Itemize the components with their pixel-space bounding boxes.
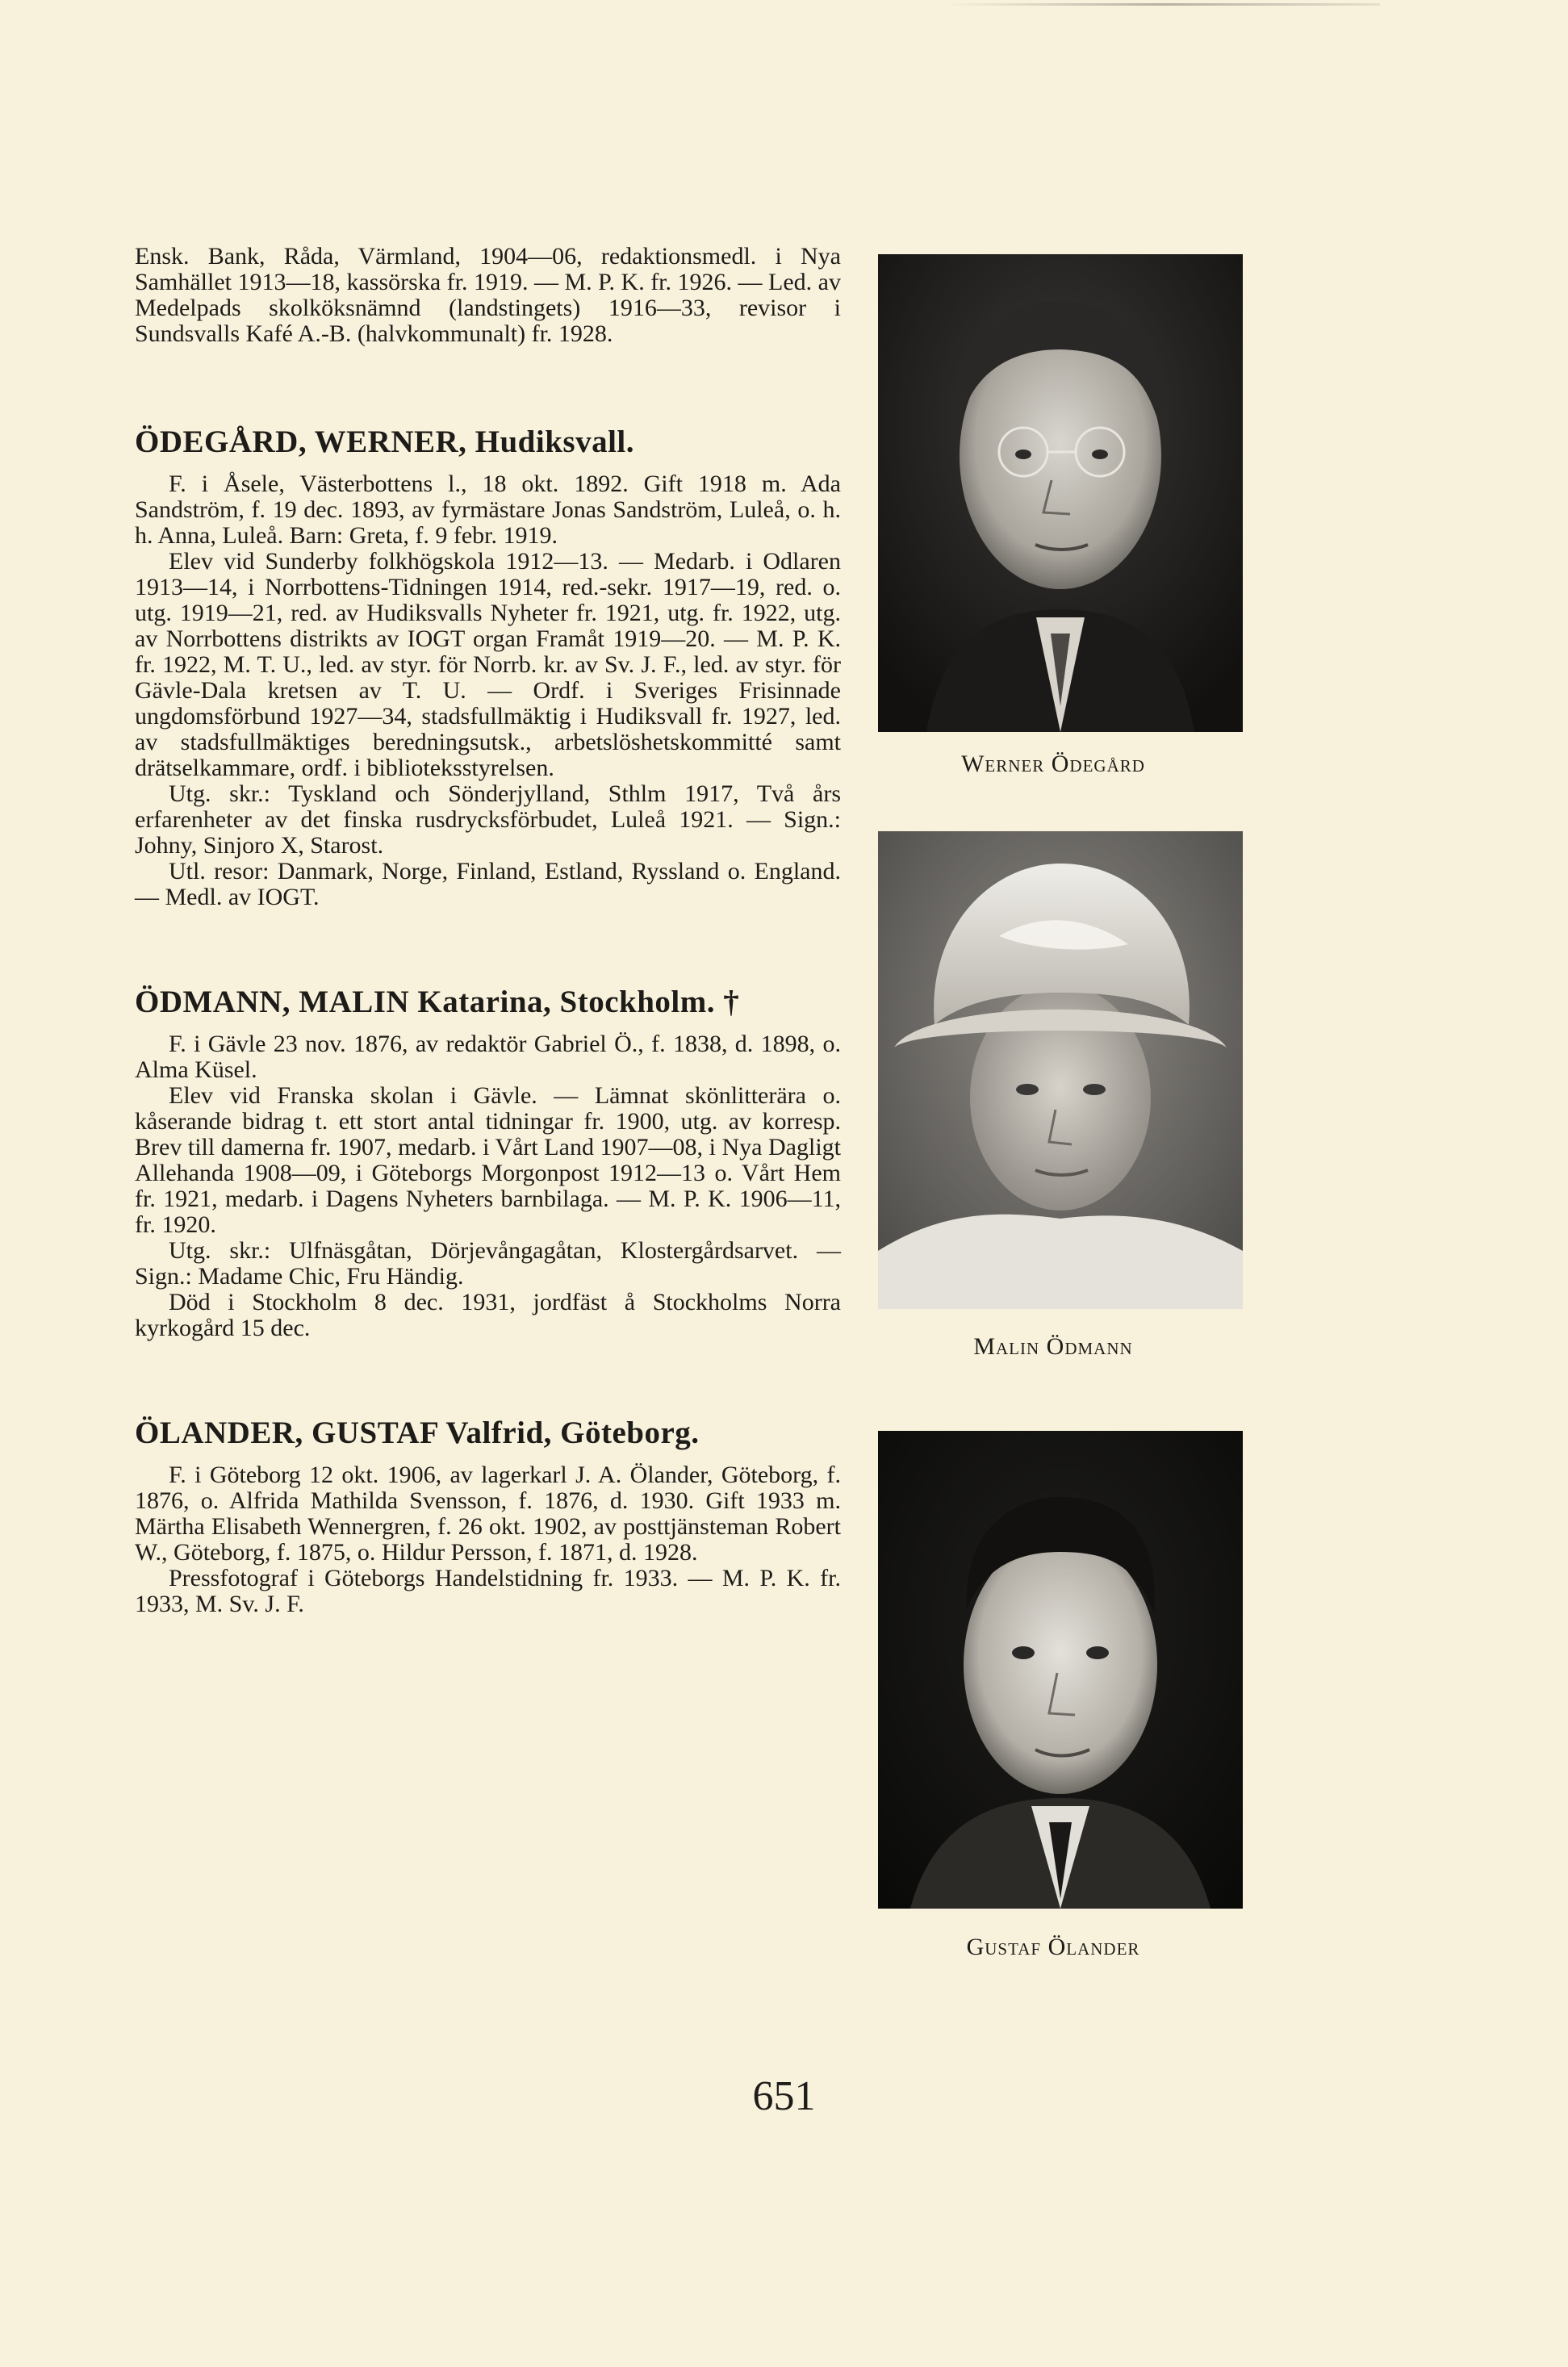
entry-paragraph: Elev vid Sunderby folkhögskola 1912—13. — Medarb. i Odlaren 1913—14, i Norrbottens-Tidningen 1914, red.-sekr. 1917—19, red. o. utg. 1919—21, red. av Hudiksvalls Nyheter fr. 1921, utg. fr. 1922, utg. av Norrbottens distrikts av IOGT organ Framåt 1919—20. — M. P. K. fr. 1922, M. T. U., led. av styr. för Norrb. kr. av Sv. J. F., led. av styr. för Gävle-Dala kretsen av T. U. — Ordf. i Sveriges Frisinnade ungdomsförbund 1927—34, stadsfullmäktig i Hudiksvall fr. 1927, led. av stadsfullmäktiges beredningsutsk., arbetslöshetskommitté samt drätselkammare, ordf. i biblioteksstyrelsen. xyxy=(135,548,841,781)
entry-paragraph: F. i Göteborg 12 okt. 1906, av lagerkarl J. A. Ölander, Göteborg, f. 1876, o. Alfrida Mathilda Svensson, f. 1876, d. 1930. Gift 1933 m. Märtha Elisabeth Wennergren, f. 26 okt. 1902, av posttjänsteman Robert W., Göteborg, f. 1875, o. Hildur Persson, f. 1871, d. 1928. xyxy=(135,1462,841,1566)
entry-heading: ÖDEGÅRD, WERNER, Hudiksvall. xyxy=(135,424,634,459)
intro-paragraph: Ensk. Bank, Råda, Värmland, 1904—06, redaktionsmedl. i Nya Samhället 1913—18, kassörska fr. 1919. — M. P. K. fr. 1926. — Led. av Medelpads skolköksnämnd (landstingets) 1916—33, revisor i Sundsvalls Kafé A.-B. (halvkommunalt) fr. 1928. xyxy=(135,243,841,347)
entry-paragraph: F. i Gävle 23 nov. 1876, av redaktör Gabriel Ö., f. 1838, d. 1898, o. Alma Küsel. xyxy=(135,1031,841,1083)
entry-paragraph: Pressfotograf i Göteborgs Handelstidning fr. 1933. — M. P. K. fr. 1933, M. Sv. J. F. xyxy=(135,1565,841,1617)
entry-paragraph: F. i Åsele, Västerbottens l., 18 okt. 1892. Gift 1918 m. Ada Sandström, f. 19 dec. 1893, av fyrmästare Jonas Sandström, Luleå, o. h. h. Anna, Luleå. Barn: Greta, f. 9 febr. 1919. xyxy=(135,470,841,549)
entry-heading: ÖLANDER, GUSTAF Valfrid, Göteborg. xyxy=(135,1416,700,1450)
text-column xyxy=(135,244,841,1617)
entry-paragraph: Utg. skr.: Ulfnäsgåtan, Dörjevångagåtan, Klostergårdsarvet. — Sign.: Madame Chic, Fru Händig. xyxy=(135,1237,841,1290)
caption-werner-odegard: Werner Ödegård xyxy=(961,751,1145,777)
entry-odmann xyxy=(135,985,841,1341)
scan-edge-mark xyxy=(944,3,1380,6)
entry-paragraph: Elev vid Franska skolan i Gävle. — Lämnat skönlitterära o. kåserande bidrag t. ett stort antal tidningar fr. 1900, utg. av korresp. Brev till damerna fr. 1907, medarb. i Vårt Land 1907—08, i Nya Dagligt Allehanda 1908—09, i Göteborgs Morgonpost 1912—13 o. Vårt Hem fr. 1921, medarb. i Dagens Nyheters barnbilaga. — M. P. K. 1906—11, fr. 1920. xyxy=(135,1082,841,1238)
entry-paragraph: Död i Stockholm 8 dec. 1931, jordfäst å Stockholms Norra kyrkogård 15 dec. xyxy=(135,1289,841,1341)
portrait-woman-hat-icon xyxy=(878,831,1243,1309)
portrait-young-man-icon xyxy=(878,1431,1243,1909)
portrait-man-glasses-icon xyxy=(878,254,1243,732)
entry-heading: ÖDMANN, MALIN Katarina, Stockholm. † xyxy=(135,985,740,1019)
entry-paragraph: Utg. skr.: Tyskland och Sönderjylland, Sthlm 1917, Två års erfarenheter av det finska rusdrycksförbudet, Luleå 1921. — Sign.: Johny, Sinjoro X, Starost. xyxy=(135,780,841,859)
entry-odegard xyxy=(135,424,841,910)
caption-malin-odmann: Malin Ödmann xyxy=(973,1333,1133,1360)
entry-paragraph: Utl. resor: Danmark, Norge, Finland, Estland, Ryssland o. England. — Medl. av IOGT. xyxy=(135,858,841,910)
entry-olander xyxy=(135,1416,841,1617)
caption-gustaf-olander: Gustaf Ölander xyxy=(966,1934,1140,1960)
page-number: 651 xyxy=(752,2073,816,2119)
